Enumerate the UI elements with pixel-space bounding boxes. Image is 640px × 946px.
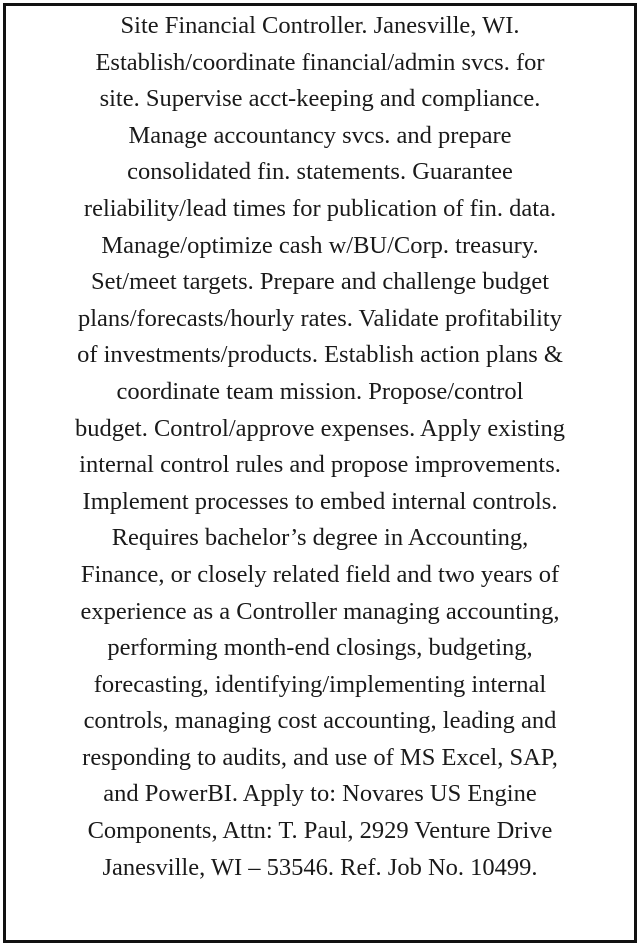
ad-line: site. Supervise acct-keeping and compliance. (99, 85, 541, 113)
ad-line: and PowerBI. Apply to: Novares US Engine (103, 780, 537, 808)
ad-line: budget. Control/approve expenses. Apply existing (75, 414, 565, 442)
ad-line: Manage accountancy svcs. and prepare (128, 121, 512, 149)
ad-line: experience as a Controller managing accounting, (80, 597, 560, 625)
ad-line: responding to audits, and use of MS Excel, SAP, (82, 743, 558, 771)
ad-line: forecasting, identifying/implementing internal (93, 670, 547, 698)
ad-line: Requires bachelor’s degree in Accounting, (111, 524, 529, 552)
ad-line: Implement processes to embed internal controls. (82, 487, 558, 515)
ad-line: Finance, or closely related field and two years of (80, 560, 560, 588)
job-ad-frame (3, 3, 637, 943)
ad-line: Establish/coordinate financial/admin svcs. for (95, 48, 545, 76)
ad-line: Janesville, WI – 53546. Ref. Job No. 10499. (102, 853, 538, 881)
ad-line: of investments/products. Establish action plans & (77, 341, 563, 369)
ad-line: Set/meet targets. Prepare and challenge budget (90, 268, 550, 296)
job-ad-text (6, 8, 634, 886)
ad-line: performing month-end closings, budgeting, (107, 634, 533, 662)
ad-line: reliability/lead times for publication of fin. data. (83, 194, 557, 222)
ad-line: internal control rules and propose improvements. (79, 451, 561, 479)
ad-line: Components, Attn: T. Paul, 2929 Venture Drive (87, 817, 553, 845)
ad-line: Manage/optimize cash w/BU/Corp. treasury. (101, 231, 539, 259)
ad-line: Site Financial Controller. Janesville, WI. (120, 12, 520, 39)
ad-line: coordinate team mission. Propose/control (116, 377, 524, 405)
ad-line: plans/forecasts/hourly rates. Validate profitability (78, 304, 562, 332)
ad-line: controls, managing cost accounting, leading and (83, 707, 557, 735)
ad-line: consolidated fin. statements. Guarantee (127, 158, 513, 186)
